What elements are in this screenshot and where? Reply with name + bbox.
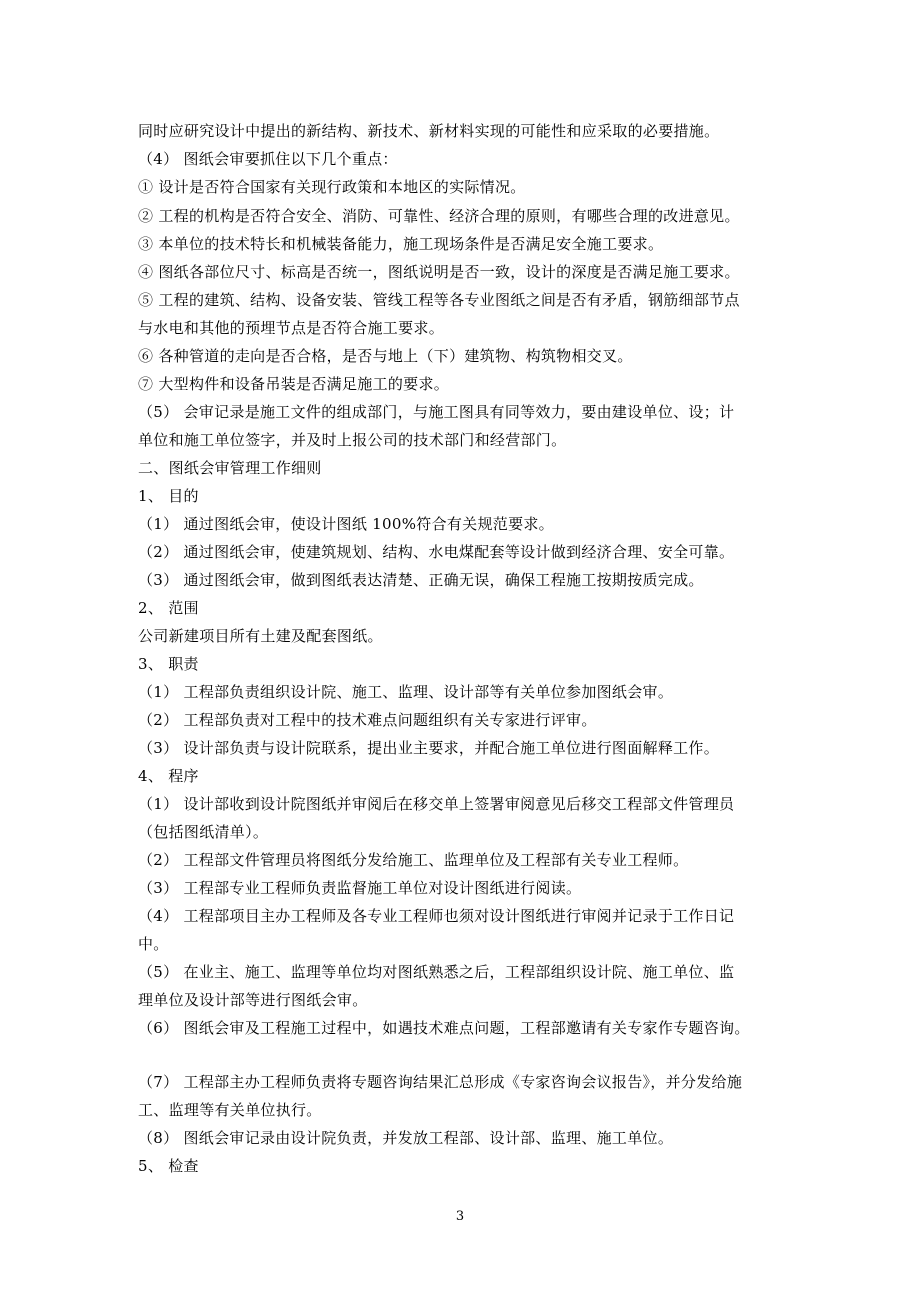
text-line: ⑦ 大型构件和设备吊装是否满足施工的要求。 (138, 375, 450, 393)
text-line: 工、监理等有关单位执行。 (138, 1101, 322, 1119)
text-line: （7） 工程部主办工程师负责将专题咨询结果汇总形成《专家咨询会议报告》，并分发给施 (138, 1073, 743, 1091)
text-line: ⑥ 各种管道的走向是否合格，是否与地上（下）建筑物、构筑物相交叉。 (138, 347, 633, 365)
text-line: ⑤ 工程的建筑、结构、设备安装、管线工程等各专业图纸之间是否有矛盾，钢筋细部节点 (138, 291, 740, 309)
subsection-heading: 3、 职责 (138, 655, 199, 673)
text-line: 单位和施工单位签字，并及时上报公司的技术部门和经营部门。 (138, 431, 567, 449)
text-line: ③ 本单位的技术特长和机械装备能力，施工现场条件是否满足安全施工要求。 (138, 235, 664, 253)
text-line: 与水电和其他的预埋节点是否符合施工要求。 (138, 319, 445, 337)
text-line: （1） 工程部负责组织设计院、施工、监理、设计部等有关单位参加图纸会审。 (138, 683, 674, 701)
subsection-heading: 5、 检查 (138, 1157, 199, 1175)
text-line: 中。 (138, 935, 169, 953)
text-line: （2） 通过图纸会审，使建筑规划、结构、水电煤配套等设计做到经济合理、安全可靠。 (138, 543, 735, 561)
text-line: （5） 会审记录是施工文件的组成部门，与施工图具有同等效力，要由建设单位、设；计 (138, 403, 735, 421)
page-number: 3 (455, 1209, 465, 1224)
section-heading: 二、图纸会审管理工作细则 (138, 459, 322, 477)
subsection-heading: 4、 程序 (138, 767, 199, 785)
text-line: （4） 工程部项目主办工程师及各专业工程师也须对设计图纸进行审阅并记录于工作日记 (138, 907, 735, 925)
text-line: （1） 设计部收到设计院图纸并审阅后在移交单上签署审阅意见后移交工程部文件管理员 (138, 795, 735, 813)
text-line: （6） 图纸会审及工程施工过程中，如遇技术难点问题，工程部邀请有关专家作专题咨询。 (138, 1019, 750, 1037)
text-line: （5） 在业主、施工、监理等单位均对图纸熟悉之后，工程部组织设计院、施工单位、监 (138, 963, 735, 981)
text-line: （包括图纸清单）。 (138, 823, 269, 841)
text-line: ④ 图纸各部位尺寸、标高是否统一，图纸说明是否一致，设计的深度是否满足施工要求。 (138, 263, 740, 281)
text-line: （3） 设计部负责与设计院联系，提出业主要求，并配合施工单位进行图面解释工作。 (138, 739, 720, 757)
text-line: （1） 通过图纸会审，使设计图纸 100%符合有关规范要求。 (138, 515, 554, 533)
text-line: 公司新建项目所有土建及配套图纸。 (138, 627, 383, 645)
text-line: （4） 图纸会审要抓住以下几个重点： (138, 150, 398, 168)
text-line: （3） 工程部专业工程师负责监督施工单位对设计图纸进行阅读。 (138, 879, 582, 897)
text-line: （2） 工程部负责对工程中的技术难点问题组织有关专家进行评审。 (138, 711, 597, 729)
text-line: （8） 图纸会审记录由设计院负责，并发放工程部、设计部、监理、施工单位。 (138, 1129, 674, 1147)
text-line: ① 设计是否符合国家有关现行政策和本地区的实际情况。 (138, 178, 526, 196)
text-line: 同时应研究设计中提出的新结构、新技术、新材料实现的可能性和应采取的必要措施。 (138, 122, 720, 140)
subsection-heading: 2、 范围 (138, 599, 199, 617)
text-line: （3） 通过图纸会审，做到图纸表达清楚、正确无误，确保工程施工按期按质完成。 (138, 571, 704, 589)
subsection-heading: 1、 目的 (138, 487, 199, 505)
text-line: 理单位及设计部等进行图纸会审。 (138, 991, 368, 1009)
text-line: ② 工程的机构是否符合安全、消防、可靠性、经济合理的原则，有哪些合理的改进意见。 (138, 207, 740, 225)
text-line: （2） 工程部文件管理员将图纸分发给施工、监理单位及工程部有关专业工程师。 (138, 851, 689, 869)
